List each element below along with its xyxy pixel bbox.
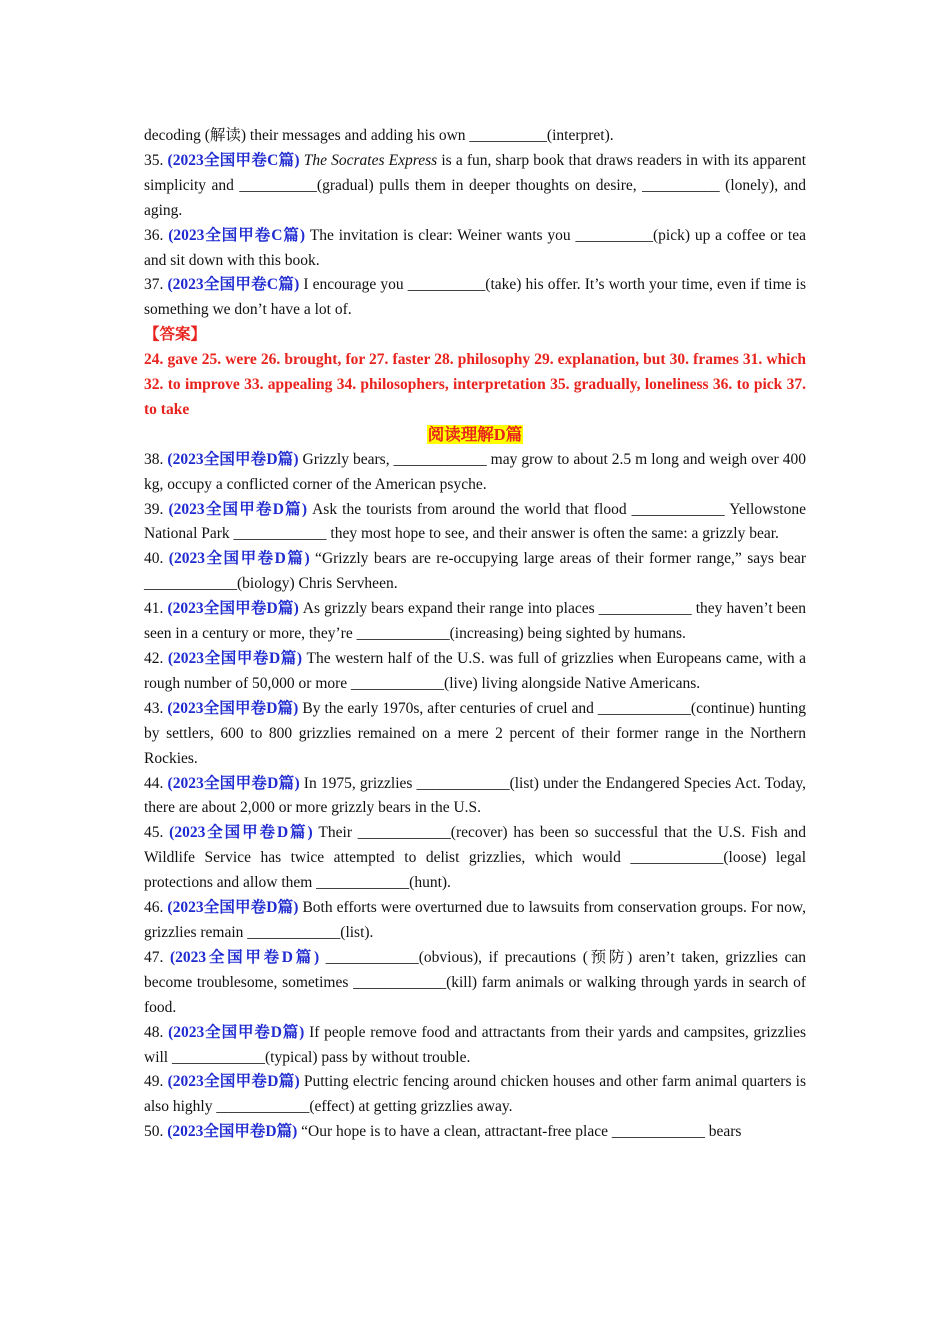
question-49	[144, 1070, 806, 1120]
question-number: 39.	[144, 500, 169, 518]
continuation-text: decoding (解读) their messages and adding his own __________(interpret).	[144, 127, 614, 144]
question-source: (2023全国甲卷D篇)	[169, 824, 313, 842]
question-source: (2023全国甲卷D篇)	[167, 450, 299, 468]
question-text: Grizzly bears, ____________ may grow to about 2.5 m long and weigh over 400 kg, occupy a conflicted corner of the American psyche.	[144, 450, 806, 493]
question-source: (2023全国甲卷D篇)	[167, 1123, 298, 1141]
question-number: 43.	[144, 699, 168, 717]
question-37	[144, 273, 806, 323]
answer-text: 24. gave 25. were 26. brought, for 27. faster 28. philosophy 29. explanation, but 30. frames 31. which 32. to improve 33. appealing 34. philosophers, interpretation 35. gradually, loneliness 36. to pick 37. to take	[144, 351, 806, 418]
question-source: (2023全国甲卷D篇)	[167, 699, 299, 717]
question-source: (2023全国甲卷D篇)	[167, 600, 299, 618]
question-text: The invitation is clear: Weiner wants you __________(pick) up a coffee or tea and sit down with this book.	[144, 226, 806, 269]
question-source: (2023全国甲卷D篇)	[167, 899, 299, 917]
question-43	[144, 697, 806, 772]
question-number: 46.	[144, 899, 168, 917]
question-44	[144, 772, 806, 822]
question-38	[144, 448, 806, 498]
question-source: (2023全国甲卷C篇)	[168, 226, 305, 244]
question-number: 42.	[144, 650, 168, 668]
question-text: “Grizzly bears are re-occupying large areas of their former range,” says bear ____________(biology) Chris Servheen.	[144, 550, 806, 593]
question-36	[144, 224, 806, 274]
question-source: (2023全国甲卷D篇)	[168, 550, 310, 568]
book-title: The Socrates Express	[303, 151, 438, 169]
question-text: “Our hope is to have a clean, attractant-free place ____________ bears	[297, 1123, 742, 1141]
question-source: (2023全国甲卷D篇)	[167, 650, 303, 668]
section-title-text: 阅读理解D篇	[427, 424, 523, 444]
question-text: Their ____________(recover) has been so successful that the U.S. Fish and Wildlife Service has twice attempted to delist grizzlies, which would ____________(loose) legal protections and allow them ____________(hunt).	[144, 824, 806, 892]
question-number: 50.	[144, 1123, 168, 1141]
question-source: (2023全国甲卷D篇)	[169, 948, 320, 966]
question-number: 48.	[144, 1023, 169, 1041]
question-text: Both efforts were overturned due to lawsuits from conservation groups. For now, grizzlies remain ____________(list).	[144, 899, 806, 941]
question-39	[144, 498, 806, 548]
question-number: 45.	[144, 824, 170, 842]
question-source: (2023全国甲卷C篇)	[167, 276, 300, 294]
document-page	[144, 124, 806, 1145]
question-number: 36.	[144, 226, 169, 244]
question-text: The western half of the U.S. was full of grizzlies when Europeans came, with a rough number of 50,000 or more ____________(live) living alongside Native Americans.	[144, 650, 806, 692]
question-50	[144, 1120, 806, 1145]
question-text: In 1975, grizzlies ____________(list) under the Endangered Species Act. Today, there are about 2,000 or more grizzly bears in the U.S.	[144, 774, 806, 817]
question-number: 47.	[144, 948, 170, 966]
answer-label: 【答案】	[144, 326, 207, 344]
question-text: If people remove food and attractants from their yards and campsites, grizzlies will ____________(typical) pass by without trouble.	[144, 1023, 806, 1066]
question-46	[144, 896, 806, 946]
question-text: Ask the tourists from around the world that flood ____________ Yellowstone National Park ____________ they most hope to see, and their answer is often the same: a grizzly bear.	[144, 500, 806, 543]
question-number: 49.	[144, 1073, 168, 1091]
question-number: 38.	[144, 450, 168, 468]
question-45	[144, 821, 806, 896]
question-35	[144, 149, 806, 224]
question-42	[144, 647, 806, 697]
question-source: (2023全国甲卷D篇)	[167, 774, 300, 792]
question-text: As grizzly bears expand their range into places ____________ they haven’t been seen in a century or more, they’re ____________(increasing) being sighted by humans.	[144, 600, 806, 643]
question-number: 44.	[144, 774, 168, 792]
question-47	[144, 946, 806, 1021]
question-text: Putting electric fencing around chicken houses and other farm animal quarters is also highly ____________(effect) at getting grizzlies away.	[144, 1073, 806, 1116]
question-48	[144, 1021, 806, 1071]
question-number: 40.	[144, 550, 169, 568]
question-source: (2023全国甲卷D篇)	[167, 1073, 300, 1091]
question-40	[144, 547, 806, 597]
question-source: (2023全国甲卷D篇)	[168, 500, 307, 518]
question-number: 37.	[144, 276, 168, 294]
question-number: 41.	[144, 600, 168, 618]
question-source: (2023全国甲卷C篇)	[167, 151, 300, 169]
section-title	[144, 423, 806, 448]
question-source: (2023全国甲卷D篇)	[168, 1023, 305, 1041]
question-text: By the early 1970s, after centuries of cruel and ____________(continue) hunting by settlers, 600 to 800 grizzlies remained on a mere 2 percent of their former range in the Northern Rockies.	[144, 699, 806, 767]
question-text: ____________(obvious), if precautions (预防) aren’t taken, grizzlies can become troublesome, sometimes ____________(kill) farm animals or walking through yards in search of food.	[144, 948, 806, 1016]
question-41	[144, 597, 806, 647]
question-text: I encourage you __________(take) his offer. It’s worth your time, even if time is something we don’t have a lot of.	[144, 276, 806, 319]
question-text: is a fun, sharp book that draws readers in with its apparent simplicity and __________(gradual) pulls them in deeper thoughts on desire, __________ (lonely), and aging.	[144, 151, 807, 219]
question-number: 35.	[144, 151, 168, 169]
